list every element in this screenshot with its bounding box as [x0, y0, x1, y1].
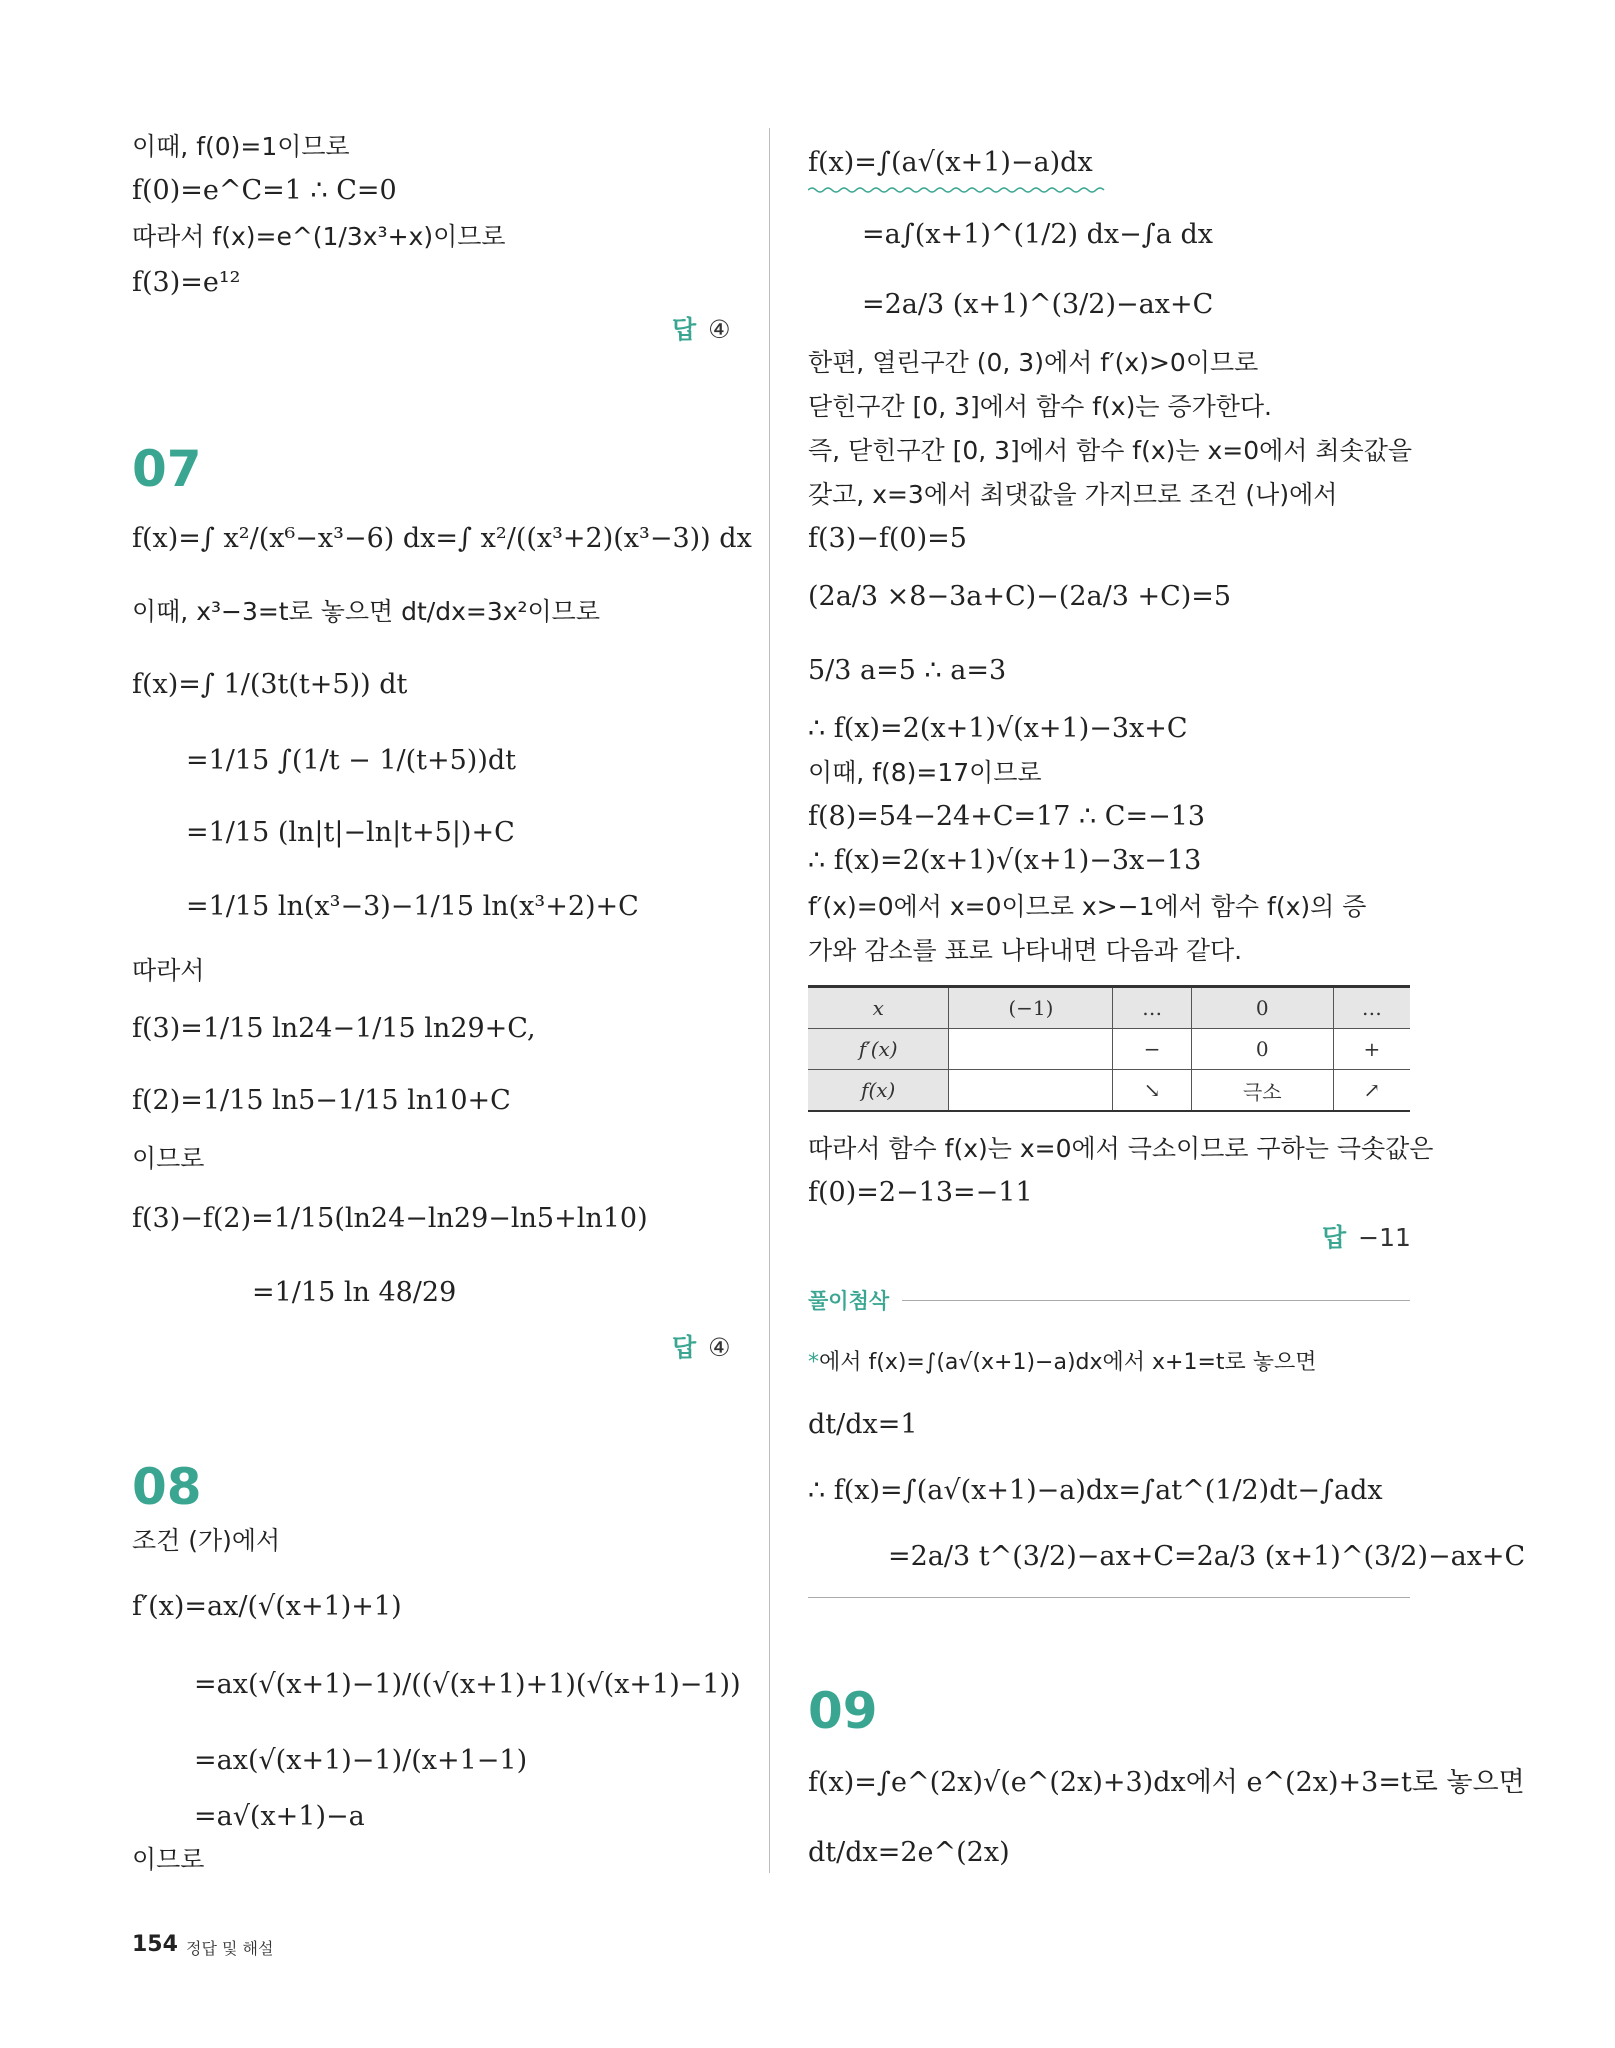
text-line: 이므로	[132, 1845, 205, 1874]
answer-label: 답	[672, 1333, 697, 1362]
note-line	[808, 1346, 1317, 1380]
math-line: f(3)−f(2)=1/15(ln24−ln29−ln5+ln10)	[132, 1203, 648, 1234]
note-bottom-rule	[808, 1597, 1410, 1598]
math-line: 5/3 a=5 ∴ a=3	[808, 655, 1007, 686]
answer-label: 답	[672, 315, 697, 344]
table-cell: …	[1113, 987, 1191, 1029]
math-line: =1/15 ∫(1/t − 1/(t+5))dt	[186, 745, 517, 776]
math-line: (2a/3 ×8−3a+C)−(2a/3 +C)=5	[808, 581, 1232, 612]
text-line: f(3)=e¹²	[132, 267, 241, 298]
math-line: dt/dx=1	[808, 1409, 918, 1440]
math-line: =2a/3 t^(3/2)−ax+C=2a/3 (x+1)^(3/2)−ax+C	[888, 1541, 1526, 1572]
text-line: f′(x)=0에서 x=0이므로 x>−1에서 함수 f(x)의 증	[808, 892, 1367, 921]
math-line: f(8)=54−24+C=17 ∴ C=−13	[808, 801, 1206, 832]
table-row	[808, 1070, 1410, 1112]
math-line: =a∫(x+1)^(1/2) dx−∫a dx	[862, 219, 1213, 250]
table-cell	[949, 1029, 1113, 1070]
answer-label: 답	[1322, 1223, 1347, 1252]
math-line: =1/15 ln(x³−3)−1/15 ln(x³+2)+C	[186, 891, 639, 922]
math-line: f(0)=2−13=−11	[808, 1177, 1033, 1208]
table-cell: 0	[1191, 1029, 1333, 1070]
math-line: f′(x)=ax/(√(x+1)+1)	[132, 1591, 402, 1622]
math-line: f(x)=∫e^(2x)√(e^(2x)+3)dx에서 e^(2x)+3=t로 놓으면	[808, 1767, 1525, 1798]
section-number: 07	[132, 440, 202, 498]
text-line: 따라서	[132, 956, 205, 985]
table-row	[808, 1029, 1410, 1070]
text-line: 이므로	[132, 1144, 205, 1173]
math-line: =a√(x+1)−a	[194, 1801, 365, 1832]
text-line: 갖고, x=3에서 최댓값을 가지므로 조건 (나)에서	[808, 480, 1338, 509]
math-line: f(x)=∫ x²/(x⁶−x³−6) dx=∫ x²/((x³+2)(x³−3)) dx	[132, 523, 752, 554]
math-line: =1/15 ln 48/29	[252, 1277, 457, 1308]
math-line: =ax(√(x+1)−1)/((√(x+1)+1)(√(x+1)−1))	[194, 1669, 741, 1700]
footer-title: 정답 및 해설	[186, 1939, 274, 1958]
text-line: 이때, f(0)=1이므로	[132, 132, 350, 161]
table-cell: 극소	[1191, 1070, 1333, 1112]
answer-value: −11	[1358, 1223, 1411, 1252]
math-line: ∴ f(x)=∫(a√(x+1)−a)dx=∫at^(1/2)dt−∫adx	[808, 1475, 1383, 1506]
answer-row	[1322, 1222, 1411, 1254]
section-number: 08	[132, 1458, 202, 1516]
table-cell: ↘	[1113, 1070, 1191, 1112]
text-line: 한편, 열린구간 (0, 3)에서 f′(x)>0이므로	[808, 348, 1259, 377]
text-line: 닫힌구간 [0, 3]에서 함수 f(x)는 증가한다.	[808, 392, 1272, 421]
math-line: f(2)=1/15 ln5−1/15 ln10+C	[132, 1085, 511, 1116]
table-cell: +	[1333, 1029, 1410, 1070]
text-line: 따라서 함수 f(x)는 x=0에서 극소이므로 구하는 극솟값은	[808, 1134, 1434, 1163]
page-number: 154	[132, 1932, 178, 1957]
math-line: f(3)=1/15 ln24−1/15 ln29+C,	[132, 1013, 536, 1044]
math-line: f(x)=∫(a√(x+1)−a)dx	[808, 147, 1093, 178]
math-line: ∴ f(x)=2(x+1)√(x+1)−3x+C	[808, 713, 1188, 744]
math-line: dt/dx=2e^(2x)	[808, 1837, 1010, 1868]
text-line: 가와 감소를 표로 나타내면 다음과 같다.	[808, 936, 1243, 965]
answer-row	[672, 314, 731, 346]
table-cell: ↗	[1333, 1070, 1410, 1112]
table-cell: −	[1113, 1029, 1191, 1070]
text-line: 즉, 닫힌구간 [0, 3]에서 함수 f(x)는 x=0에서 최솟값을	[808, 436, 1412, 465]
math-line: f(3)−f(0)=5	[808, 523, 967, 554]
note-rule	[902, 1300, 1410, 1301]
table-cell: …	[1333, 987, 1410, 1029]
table-cell: f(x)	[808, 1070, 949, 1112]
star-mark: *	[808, 1350, 819, 1375]
table-cell: (−1)	[949, 987, 1113, 1029]
math-line: ∴ f(x)=2(x+1)√(x+1)−3x−13	[808, 845, 1202, 876]
table-cell: x	[808, 987, 949, 1029]
wavy-underline	[808, 186, 1106, 194]
answer-value: ④	[708, 315, 731, 344]
table-cell: f′(x)	[808, 1029, 949, 1070]
column-divider	[769, 128, 770, 1873]
math-line: 이때, x³−3=t로 놓으면 dt/dx=3x²이므로	[132, 597, 600, 626]
math-line: =1/15 (ln|t|−ln|t+5|)+C	[186, 817, 515, 848]
text-line: 조건 (가)에서	[132, 1526, 281, 1555]
text-line: f(0)=e^C=1 ∴ C=0	[132, 175, 397, 206]
answer-value: ④	[708, 1333, 731, 1362]
math-line: =ax(√(x+1)−1)/(x+1−1)	[194, 1745, 528, 1776]
sign-table	[808, 985, 1410, 1112]
math-line: =2a/3 (x+1)^(3/2)−ax+C	[862, 289, 1214, 320]
note-text: 에서 f(x)=∫(a√(x+1)−a)dx에서 x+1=t로 놓으면	[819, 1350, 1317, 1375]
text-line: 이때, f(8)=17이므로	[808, 758, 1042, 787]
table-cell	[949, 1070, 1113, 1112]
section-number: 09	[808, 1682, 878, 1740]
text-line: 따라서 f(x)=e^(1/3x³+x)이므로	[132, 222, 506, 251]
note-title: 풀이첨삭	[808, 1289, 890, 1313]
table-cell: 0	[1191, 987, 1333, 1029]
table-row	[808, 987, 1410, 1029]
math-line: f(x)=∫ 1/(3t(t+5)) dt	[132, 669, 408, 700]
answer-row	[672, 1332, 731, 1364]
